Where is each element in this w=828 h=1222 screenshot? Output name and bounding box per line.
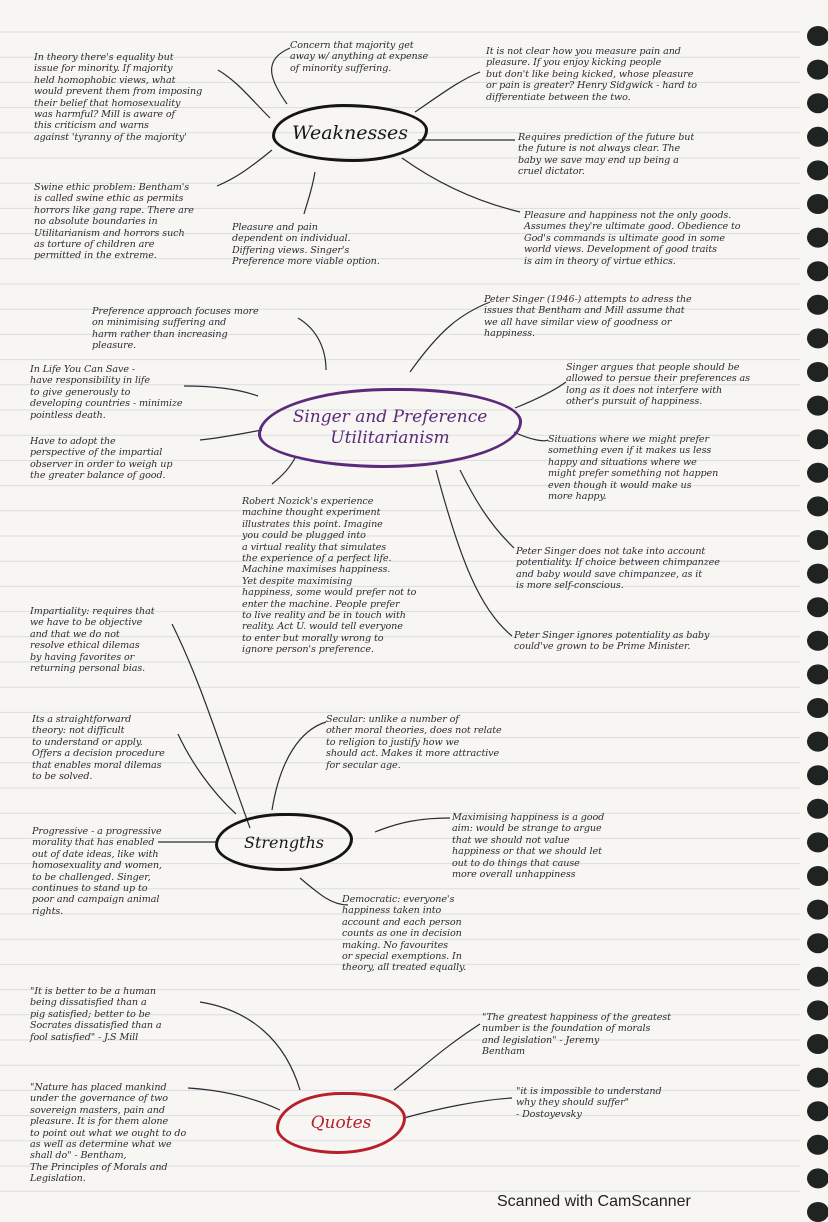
note-secular: Secular: unlike a number of other moral theories, does not relate to religion to justify how we should act. Makes it more attractive for secular age.: [326, 714, 502, 771]
quote-dostoyevsky: "it is impossible to understand why they should suffer" - Dostoyevsky: [516, 1086, 662, 1120]
connector: [460, 470, 514, 548]
connector: [402, 158, 520, 212]
note-impartial-observer: Have to adopt the perspective of the impartial observer in order to weigh up the greater balance of good.: [30, 436, 173, 482]
connector: [514, 432, 548, 441]
connector: [375, 818, 450, 832]
strengths-bubble: Strengths: [215, 813, 353, 871]
note-peter-singer: Peter Singer (1946-) attempts to adress the issues that Bentham and Mill assume that we all have similar view of goodness or happiness.: [484, 294, 692, 340]
note-straightforward: Its a straightforward theory: not difficult to understand or apply. Offers a decision procedure that enables moral dilemas to be solved.: [32, 714, 165, 783]
note-dependent: Pleasure and pain dependent on individual. Differing views. Singer's Preference more viable option.: [232, 222, 380, 268]
note-singer-argues: Singer argues that people should be allowed to persue their preferences as long as it does not interfere with other's pursuit of happiness.: [566, 362, 750, 408]
connector: [272, 48, 290, 104]
connector: [415, 72, 480, 112]
connector: [304, 172, 315, 214]
connector: [217, 150, 272, 186]
note-situations: Situations where we might prefer something even if it makes us less happy and situations where we might prefer something not happen even though it would make us more happy.: [548, 434, 719, 503]
note-measure: It is not clear how you measure pain and pleasure. If you enjoy kicking people but don't like being kicked, whose pleasure or pain is greater? Henry Sidgwick - hard to differentiate between the two.: [486, 46, 697, 103]
scanner-watermark: Scanned with CamScanner: [497, 1193, 691, 1210]
weaknesses-bubble: Weaknesses: [272, 104, 428, 162]
connector: [394, 1024, 480, 1090]
connector: [300, 878, 348, 905]
note-democratic: Democratic: everyone's happiness taken into account and each person counts as one in decision making. No favourites or special exemptions. In theory, all treated equally.: [342, 894, 467, 974]
note-goods: Pleasure and happiness not the only goods. Assumes they're ultimate good. Obedience to God's commands is ultimate good in some world views. Development of good traits is aim in theory of virtue ethics.: [524, 210, 741, 267]
note-swine: Swine ethic problem: Bentham's is called swine ethic as permits horrors like gang rape. There are no absolute boundaries in Utilitarianism and horrors such as torture of children are permitted in the extreme.: [34, 182, 194, 262]
quote-bentham-nature: "Nature has placed mankind under the governance of two sovereign masters, pain and pleasure. It is for them alone to point out what we ought to do as well as determine what we shall do" - Bentham, The Principles of Morals and Legislation.: [30, 1082, 187, 1185]
note-maximising: Maximising happiness is a good aim: would be strange to argue that we should not value happiness or that we should let out to do things that cause more overall unhappiness: [452, 812, 605, 881]
note-life-you-can-save: In Life You Can Save - have responsibility in life to give generously to developing countries - minimize pointless death.: [30, 364, 183, 421]
note-minority: In theory there's equality but issue for minority. If majority held homophobic views, what would prevent them from imposing their belief that homosexuality was harmful? Mill is aware of this criticism and warns against 'tyranny of the majority': [34, 52, 203, 143]
connector: [404, 1098, 512, 1118]
connector: [436, 470, 512, 636]
connector: [272, 722, 326, 810]
note-nozick: Robert Nozick's experience machine thought experiment illustrates this point. Imagine you could be plugged into a virtual reality that simulates the experience of a perfect life. Machine maximises happiness. Yet despite maximising happiness, some would prefer not to enter the machine. People prefer to live reality and be in touch with reality. Act U. would tell everyone to enter but morally wrong to ignore person's preference.: [242, 496, 417, 656]
singer-preference-bubble: Singer and Preference Utilitarianism: [258, 388, 522, 468]
connector: [410, 302, 490, 372]
note-impartiality: Impartiality: requires that we have to be objective and that we do not resolve ethical dilemas by having favorites or returning personal bias.: [30, 606, 155, 675]
connector: [298, 318, 326, 370]
quote-bentham-greatest: "The greatest happiness of the greatest number is the foundation of morals and legislation" - Jeremy Bentham: [482, 1012, 671, 1058]
connector: [272, 456, 296, 484]
note-preference-approach: Preference approach focuses more on minimising suffering and harm rather than increasing pleasure.: [92, 306, 259, 352]
connector: [515, 382, 566, 408]
note-future: Requires prediction of the future but the future is not always clear. The baby we save may end up being a cruel dictator.: [518, 132, 695, 178]
note-ignores-potentiality: Peter Singer ignores potentiality as baby could've grown to be Prime Minister.: [514, 630, 710, 653]
note-progressive: Progressive - a progressive morality that has enabled out of date ideas, like with homosexuality and women, to be challenged. Singer, continues to stand up to poor and campaign animal rights.: [32, 826, 162, 917]
quotes-bubble: Quotes: [276, 1092, 406, 1154]
note-potentiality: Peter Singer does not take into account potentiality. If choice between chimpanzee and baby would save chimpanzee, as it is more self-conscious.: [516, 546, 720, 592]
note-concern: Concern that majority get away w/ anything at expense of minority suffering.: [290, 40, 429, 74]
quote-mill: "It is better to be a human being dissatisfied than a pig satisfied; better to be Socrates dissatisfied than a fool satisfied" - J.S Mill: [30, 986, 162, 1043]
